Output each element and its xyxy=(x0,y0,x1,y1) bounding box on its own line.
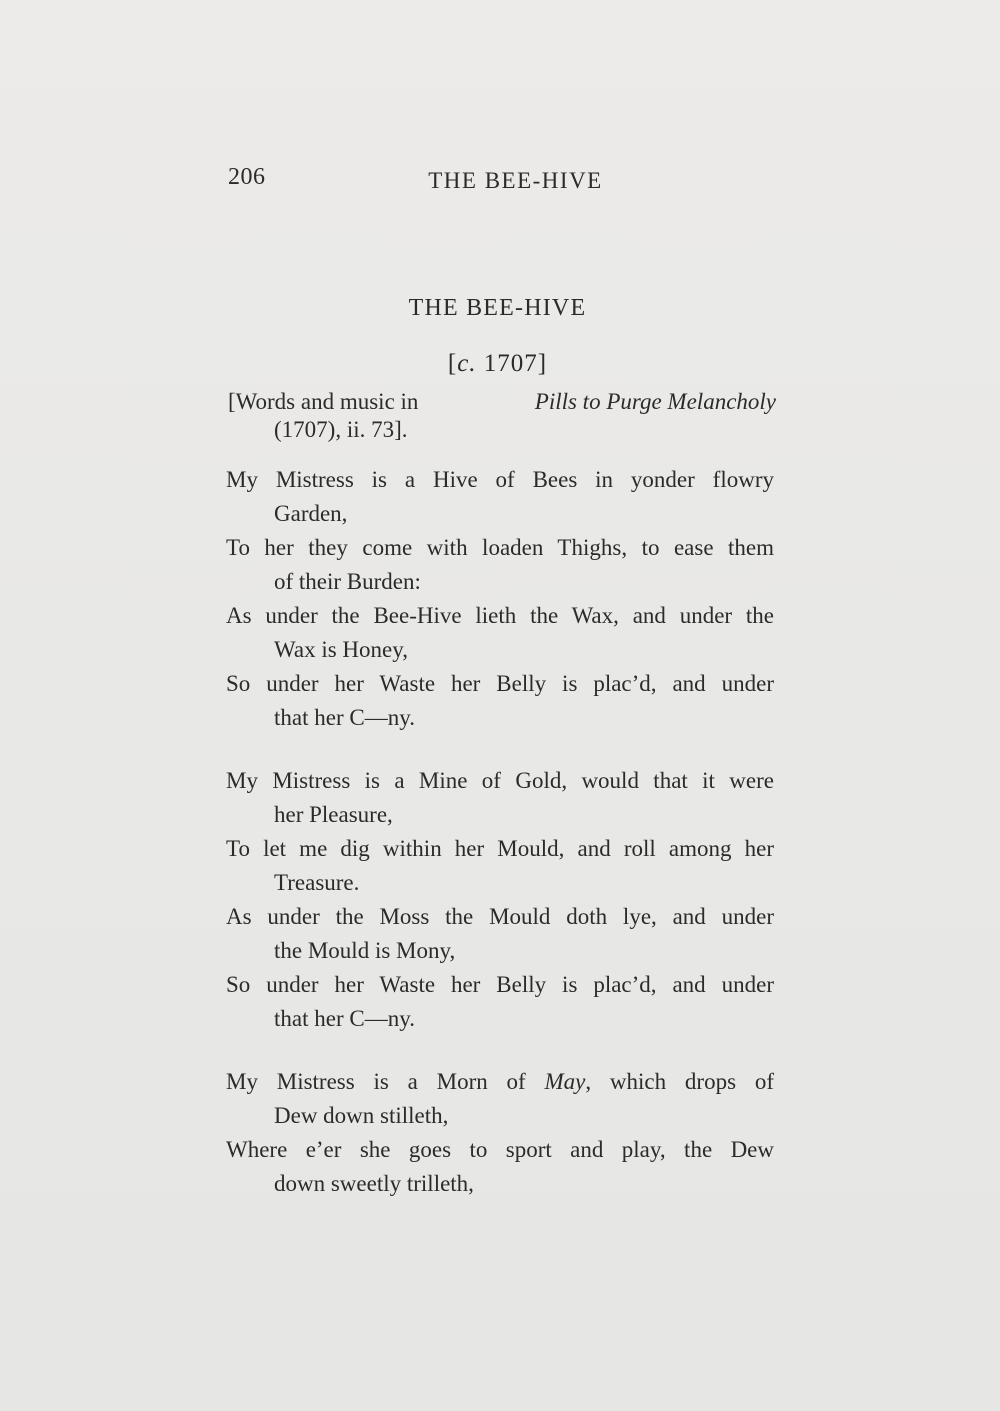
poem-body xyxy=(226,463,774,1230)
verse xyxy=(226,764,774,832)
verse-line: My Mistress is a Mine of Gold, would that it were xyxy=(226,768,774,793)
verse xyxy=(226,463,774,531)
verse-line-continuation: that her C—ny. xyxy=(274,705,415,730)
verse xyxy=(226,667,774,735)
verse-line: As under the Moss the Mould doth lye, and under xyxy=(226,904,774,929)
stanza-2 xyxy=(226,764,774,1036)
stanza-1 xyxy=(226,463,774,735)
verse-line-continuation: down sweetly trilleth, xyxy=(274,1171,474,1196)
verse xyxy=(226,531,774,599)
source-note-line-2: (1707), ii. 73]. xyxy=(274,417,408,442)
page-number: 206 xyxy=(228,164,266,190)
date-bracket-open: [ xyxy=(447,350,458,377)
poem-title: THE BEE-HIVE xyxy=(408,295,587,321)
verse xyxy=(226,1133,774,1201)
verse-line: So under her Waste her Belly is plac’d, and under xyxy=(226,671,774,696)
verse xyxy=(226,968,774,1036)
source-note-line-1 xyxy=(228,388,776,416)
source-note xyxy=(228,388,776,444)
date-circa: c. xyxy=(457,350,477,377)
verse-line-continuation: that her C—ny. xyxy=(274,1006,415,1031)
verse-line: So under her Waste her Belly is plac’d, and under xyxy=(226,972,774,997)
verse-line-continuation: the Mould is Mony, xyxy=(274,938,456,963)
date-year: 1707] xyxy=(476,350,548,377)
verse xyxy=(226,1065,774,1133)
poem-date xyxy=(200,350,795,378)
verse-line-continuation: Treasure. xyxy=(274,870,360,895)
verse-line: As under the Bee-Hive lieth the Wax, and under the xyxy=(226,603,774,628)
source-note-text: [Words and music in xyxy=(228,389,419,414)
verse-line xyxy=(226,1065,774,1099)
running-head xyxy=(228,164,773,200)
verse-line-continuation: Garden, xyxy=(274,501,348,526)
verse-line: To her they come with loaden Thighs, to ease them xyxy=(226,535,774,560)
verse-line-continuation: Wax is Honey, xyxy=(274,637,408,662)
stanza-3 xyxy=(226,1065,774,1201)
verse-text: My Mistress is a Morn of xyxy=(226,1069,545,1094)
verse-italic-word: May xyxy=(544,1069,586,1094)
verse-line-continuation: Dew down stilleth, xyxy=(274,1103,449,1128)
verse-line: To let me dig within her Mould, and roll among her xyxy=(226,836,774,861)
verse xyxy=(226,900,774,968)
verse-text: , which drops of xyxy=(585,1069,774,1094)
verse-line: My Mistress is a Hive of Bees in yonder flowry xyxy=(226,467,774,492)
running-title: THE BEE-HIVE xyxy=(428,168,603,193)
verse-line-continuation: of their Burden: xyxy=(274,569,421,594)
verse xyxy=(226,832,774,900)
source-note-book-title: Pills to Purge Melancholy xyxy=(534,389,776,414)
verse xyxy=(226,599,774,667)
verse-line: Where e’er she goes to sport and play, the Dew xyxy=(226,1137,774,1162)
verse-line-continuation: her Pleasure, xyxy=(274,802,393,827)
